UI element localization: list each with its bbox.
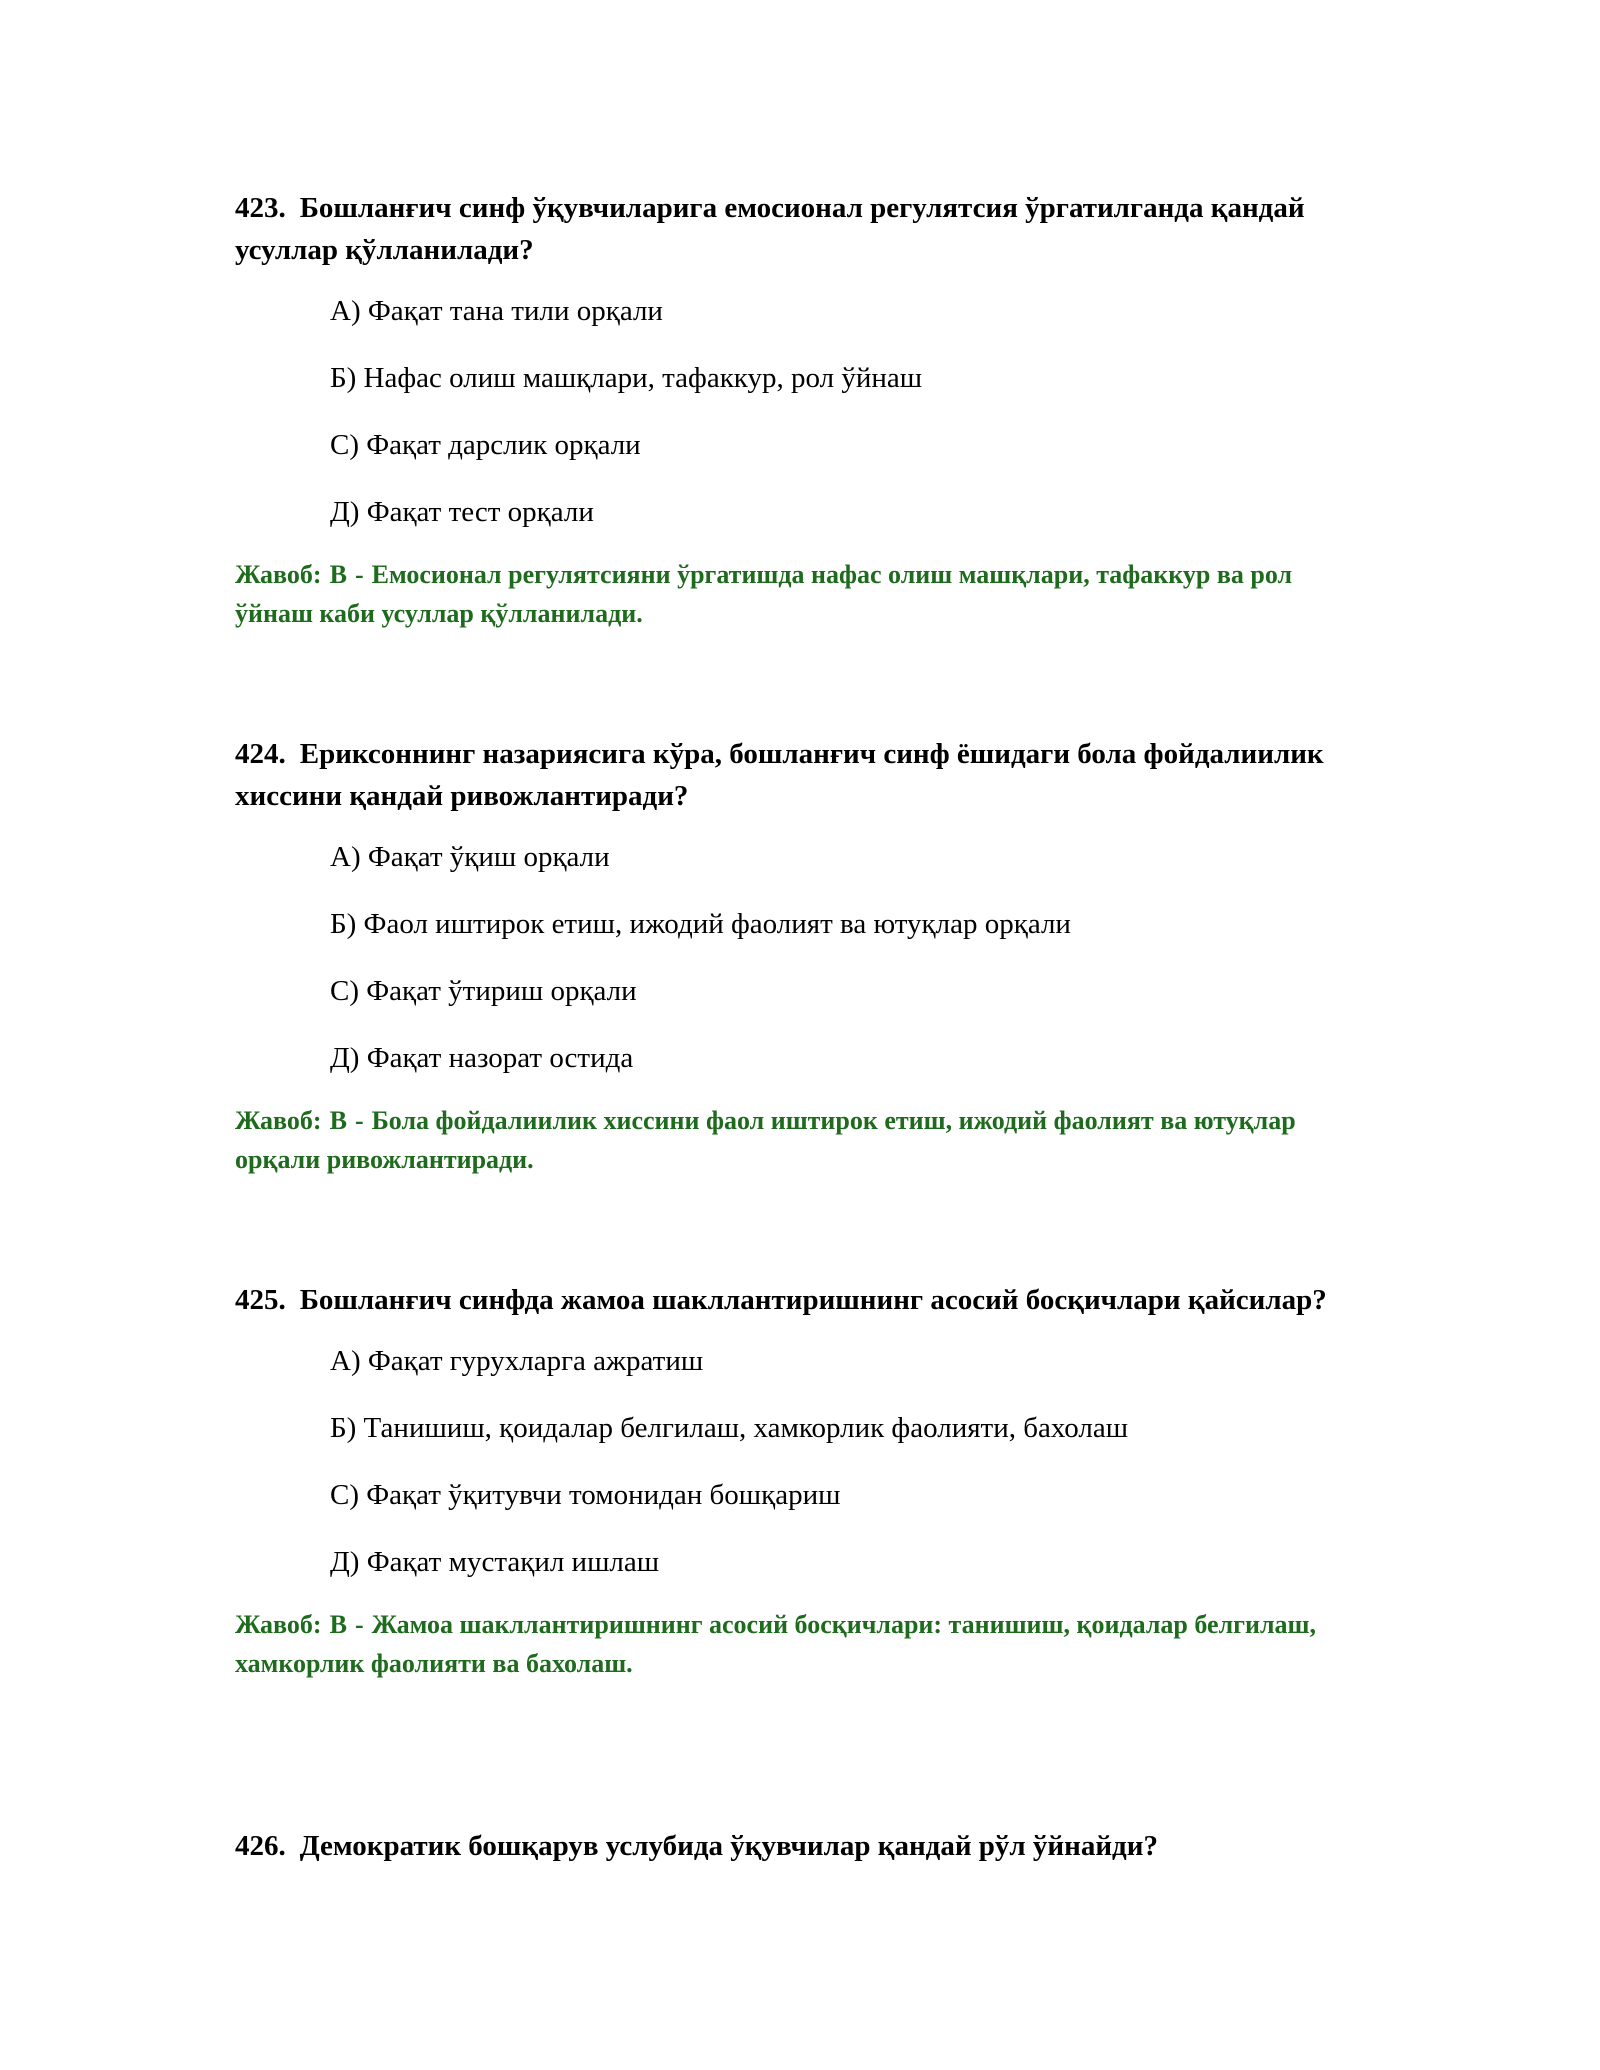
question-text: Бошланғич синфда жамоа шакллантиришнинг асосий босқичлари қайсилар?: [299, 1284, 1327, 1316]
option-d: Д) Фақат мустақил ишлаш: [330, 1546, 660, 1578]
option-d: Д) Фақат назорат остида: [330, 1042, 634, 1074]
option-a: А) Фақат тана тили орқали: [330, 295, 663, 327]
question-423: [235, 187, 1365, 633]
question-number: 425.: [235, 1284, 286, 1316]
question-text: Ериксоннинг назариясига кўра, бошланғич синф ёшидаги бола фойдалиилик хиссини қандай ривожлантиради?: [235, 738, 1324, 812]
answer: [235, 1101, 1365, 1179]
answer-letter: B: [329, 560, 347, 589]
option-a: А) Фақат ўқиш орқали: [330, 841, 610, 873]
answer-dash: -: [354, 560, 364, 589]
answer-letter: B: [329, 1610, 347, 1639]
options-list: [330, 293, 1365, 530]
answer-dash: -: [354, 1610, 364, 1639]
answer-label: Жавоб:: [235, 1610, 322, 1639]
question-424: [235, 733, 1365, 1179]
question-text: Демократик бошқарув услубида ўқувчилар қандай рўл ўйнайди?: [299, 1830, 1158, 1862]
question-title: [235, 1279, 1365, 1321]
answer: [235, 1605, 1365, 1683]
option-b: Б) Нафас олиш машқлари, тафаккур, рол ўйнаш: [330, 362, 923, 394]
answer-letter: B: [329, 1106, 347, 1135]
question-title: [235, 1825, 1365, 1867]
option-b: Б) Танишиш, қоидалар белгилаш, хамкорлик фаолияти, бахолаш: [330, 1412, 1129, 1444]
question-text: Бошланғич синф ўқувчиларига емосионал регулятсия ўргатилганда қандай усуллар қўлланилади?: [235, 192, 1305, 266]
option-b: Б) Фаол иштирок етиш, ижодий фаолият ва ютуқлар орқали: [330, 908, 1071, 940]
answer-text: Емосионал регулятсияни ўргатишда нафас олиш машқлари, тафаккур ва рол ўйнаш каби усуллар қўлланилади.: [235, 560, 1293, 628]
option-d: Д) Фақат тест орқали: [330, 496, 594, 528]
answer-dash: -: [354, 1106, 364, 1135]
question-425: [235, 1279, 1365, 1683]
question-number: 426.: [235, 1830, 286, 1862]
answer-text: Жамоа шакллантиришнинг асосий босқичлари: танишиш, қоидалар белгилаш, хамкорлик фаолияти ва бахолаш.: [235, 1610, 1316, 1678]
answer-label: Жавоб:: [235, 1106, 322, 1135]
option-c: С) Фақат дарслик орқали: [330, 429, 641, 461]
question-title: [235, 187, 1365, 271]
question-number: 424.: [235, 738, 286, 770]
options-list: [330, 839, 1365, 1076]
question-number: 423.: [235, 192, 286, 224]
option-c: С) Фақат ўтириш орқали: [330, 975, 637, 1007]
answer-text: Бола фойдалиилик хиссини фаол иштирок етиш, ижодий фаолият ва ютуқлар орқали ривожлантиради.: [235, 1106, 1296, 1174]
option-a: А) Фақат гурухларга ажратиш: [330, 1345, 704, 1377]
option-c: С) Фақат ўқитувчи томонидан бошқариш: [330, 1479, 841, 1511]
options-list: [330, 1343, 1365, 1580]
question-title: [235, 733, 1365, 817]
question-426: [235, 1825, 1365, 1867]
answer-label: Жавоб:: [235, 560, 322, 589]
answer: [235, 555, 1365, 633]
